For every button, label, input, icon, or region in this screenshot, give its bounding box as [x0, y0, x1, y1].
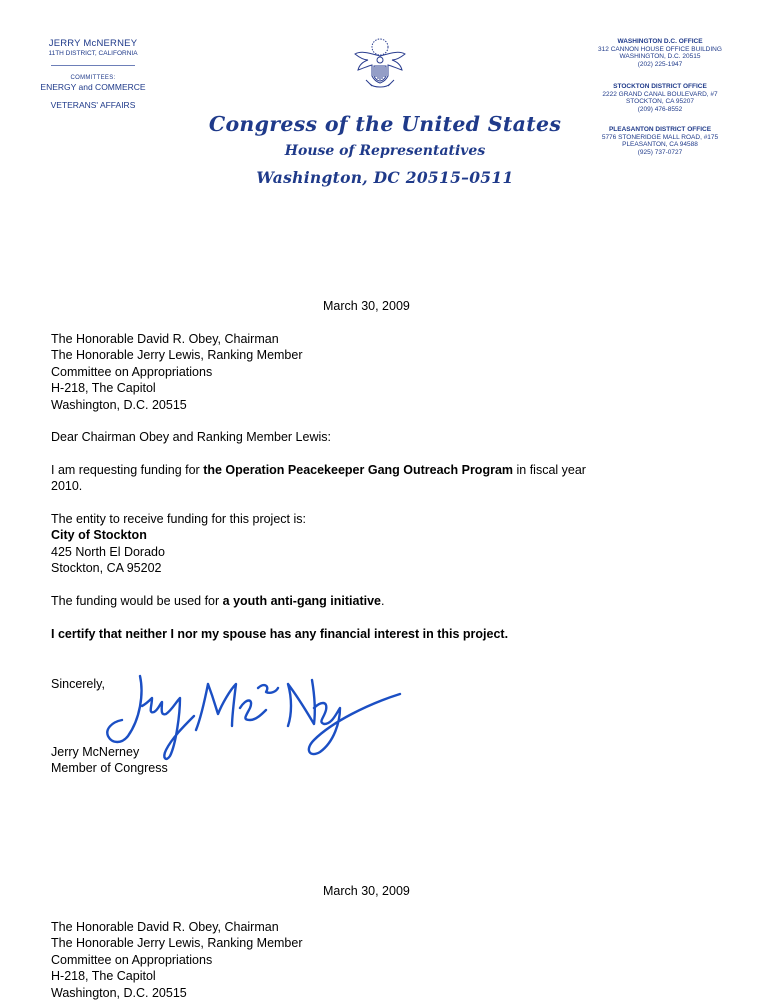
- salutation: Dear Chairman Obey and Ranking Member Lewis:: [51, 430, 331, 444]
- office-washington: [560, 38, 760, 68]
- recipient-line: Committee on Appropriations: [51, 952, 213, 967]
- committees-label: COMMITTEES:: [70, 75, 116, 81]
- office-stockton: [560, 83, 760, 113]
- repeat-date: March 30, 2009: [323, 884, 410, 898]
- recipient-line: H-218, The Capitol: [51, 381, 156, 396]
- office-name: PLEASANTON DISTRICT OFFICE: [608, 126, 712, 133]
- office-line2: PLEASANTON, CA 94588: [622, 141, 698, 149]
- entity-intro: The entity to receive funding for this project is:: [51, 512, 306, 526]
- office-line1: 5776 STONERIDGE MALL ROAD, #175: [601, 133, 719, 141]
- house-seal-icon: [352, 36, 408, 94]
- committee-1: ENERGY and COMMERCE: [40, 82, 146, 92]
- closing: Sincerely,: [51, 677, 105, 691]
- recipient-line: The Honorable David R. Obey, Chairman: [51, 920, 279, 934]
- letterhead-city-line: Washington, DC 20515–0511: [256, 168, 514, 187]
- divider: [51, 65, 135, 66]
- use-paragraph: [51, 593, 384, 609]
- committee-2: VETERANS' AFFAIRS: [50, 100, 136, 110]
- office-phone: (925) 737-0727: [637, 148, 683, 156]
- office-name: STOCKTON DISTRICT OFFICE: [613, 83, 707, 90]
- signature-block: [51, 744, 168, 777]
- signer-title: Member of Congress: [51, 761, 168, 776]
- letterhead-subtitle: House of Representatives: [284, 143, 486, 159]
- entity-address-1: 425 North El Dorado: [51, 544, 165, 559]
- office-name: WASHINGTON D.C. OFFICE: [617, 38, 703, 45]
- request-text-end: in fiscal year: [513, 463, 586, 477]
- recipient-line: H-218, The Capitol: [51, 969, 156, 984]
- office-phone: (209) 476-8552: [637, 105, 683, 113]
- repeat-recipient-block: [51, 919, 303, 1001]
- use-text-end: .: [381, 594, 385, 608]
- office-pleasanton: [560, 126, 760, 156]
- use-text: The funding would be used for: [51, 594, 223, 608]
- office-line1: 2222 GRAND CANAL BOULEVARD, #7: [602, 90, 718, 98]
- recipient-line: Washington, D.C. 20515: [51, 397, 187, 412]
- recipient-line: The Honorable Jerry Lewis, Ranking Member: [51, 936, 303, 951]
- office-phone: (202) 225-1947: [637, 60, 683, 68]
- letter-date: March 30, 2009: [323, 299, 410, 313]
- recipient-block: [51, 331, 303, 413]
- recipient-line: The Honorable Jerry Lewis, Ranking Member: [51, 348, 303, 363]
- letterhead-title: Congress of the United States: [208, 112, 562, 136]
- recipient-line: Washington, D.C. 20515: [51, 985, 187, 1000]
- district: 11TH DISTRICT, CALIFORNIA: [48, 50, 138, 57]
- request-year: 2010.: [51, 479, 83, 494]
- office-line2: WASHINGTON, D.C. 20515: [619, 53, 701, 61]
- certification: I certify that neither I nor my spouse has any financial interest in this project.: [51, 627, 509, 641]
- entity-address-2: Stockton, CA 95202: [51, 561, 162, 576]
- entity-block: [51, 511, 306, 577]
- recipient-line: The Honorable David R. Obey, Chairman: [51, 332, 279, 346]
- request-text: I am requesting funding for: [51, 463, 204, 477]
- letterhead-left: [0, 38, 186, 110]
- office-line1: 312 CANNON HOUSE OFFICE BUILDING: [598, 45, 722, 53]
- recipient-line: Committee on Appropriations: [51, 364, 213, 379]
- member-name: JERRY McNERNEY: [48, 38, 138, 49]
- signer-name: Jerry McNerney: [51, 745, 140, 759]
- entity-name: City of Stockton: [51, 528, 147, 543]
- request-paragraph: [51, 462, 586, 495]
- office-line2: STOCKTON, CA 95207: [625, 98, 695, 106]
- program-name: the Operation Peacekeeper Gang Outreach Program: [203, 463, 514, 477]
- use-purpose: a youth anti-gang initiative: [222, 594, 381, 608]
